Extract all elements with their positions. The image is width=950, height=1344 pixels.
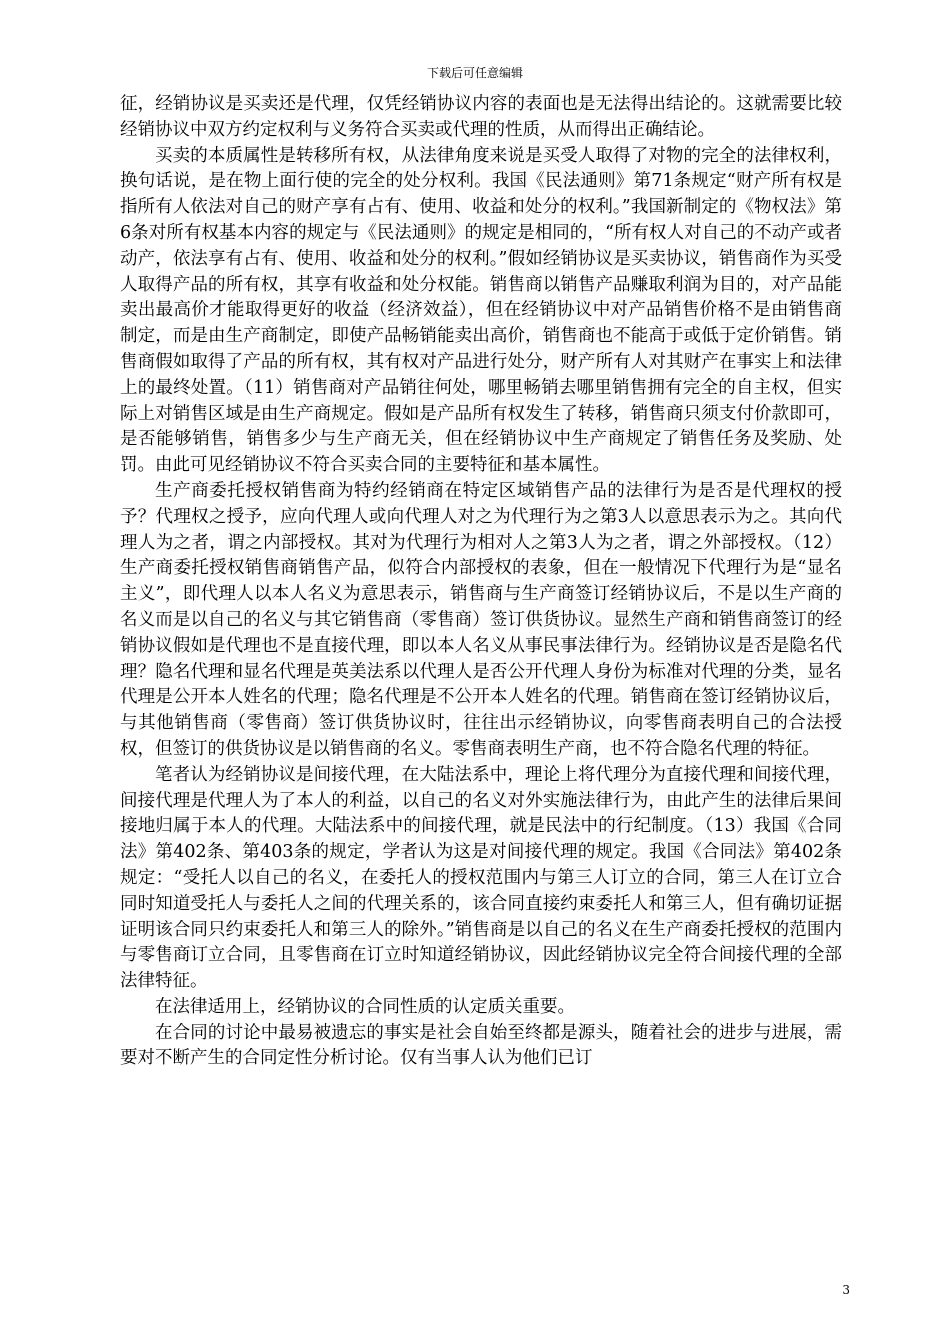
paragraph-4: 笔者认为经销协议是间接代理，在大陆法系中，理论上将代理分为直接代理和间接代理，间接代理是代理人为了本人的利益，以自己的名义对外实施法律行为，由此产生的法律后果间接地归属于本人的代理。大陆法系中的间接代理，就是民法中的行纪制度。（13）我国《合同法》第402条、第403条的规定，学者认为这是对间接代理的规定。我国《合同法》第402条规定：“受托人以自己的名义，在委托人的授权范围内与第三人订立的合同，第三人在订立合同时知道受托人与委托人之间的代理关系的，该合同直接约束委托人和第三人，但有确切证据证明该合同只约束委托人和第三人的除外。”销售商是以自己的名义在生产商委托授权的范围内与零售商订立合同，且零售商在订立时知道经销协议，因此经销协议完全符合间接代理的全部法律特征。 <box>120 764 842 992</box>
paragraph-3: 生产商委托授权销售商为特约经销商在特定区域销售产品的法律行为是否是代理权的授予？代理权之授予，应向代理人或向代理人对之为代理行为之第3人以意思表示为之。其向代理人为之者，谓之内部授权。其对为代理行为相对人之第3人为之者，谓之外部授权。（12）生产商委托授权销售商销售产品，似符合内部授权的表象，但在一般情况下代理行为是“显名主义”，即代理人以本人名义为意思表示，销售商与生产商签订经销协议后，不是以生产商的名义而是以自己的名义与其它销售商（零售商）签订供货协议。显然生产商和销售商签订的经销协议假如是代理也不是直接代理，即以本人名义从事民事法律行为。经销协议是否是隐名代理？隐名代理和显名代理是英美法系以代理人是否公开代理人身份为标准对代理的分类，显名代理是公开本人姓名的代理；隐名代理是不公开本人姓名的代理。销售商在签订经销协议后，与其他销售商（零售商）签订供货协议时，往往出示经销协议，向零售商表明自己的合法授权，但签订的供货协议是以销售商的名义。零售商表明生产商，也不符合隐名代理的特征。 <box>120 480 842 759</box>
paragraph-2: 买卖的本质属性是转移所有权，从法律角度来说是买受人取得了对物的完全的法律权利，换句话说，是在物上面行使的完全的处分权利。我国《民法通则》第71条规定“财产所有权是指所有人依法对自己的财产享有占有、使用、收益和处分的权利。”我国新制定的《物权法》第6条对所有权基本内容的规定与《民法通则》的规定是相同的，“所有权人对自己的不动产或者动产，依法享有占有、使用、收益和处分的权利。”假如经销协议是买卖协议，销售商作为买受人取得产品的所有权，其享有收益和处分权能。销售商以销售产品赚取利润为目的，对产品能卖出最高价才能取得更好的收益（经济效益），但在经销协议中对产品销售价格不是由销售商制定，而是由生产商制定，即使产品畅销能卖出高价，销售商也不能高于或低于定价销售。销售商假如取得了产品的所有权，其有权对产品进行处分，财产所有人对其财产在事实上和法律上的最终处置。（11）销售商对产品销往何处，哪里畅销去哪里销售拥有完全的自主权，但实际上对销售区域是由生产商规定。假如是产品所有权发生了转移，销售商只须支付价款即可，是否能够销售，销售多少与生产商无关，但在经销协议中生产商规定了销售任务及奖励、处罚。由此可见经销协议不符合买卖合同的主要特征和基本属性。 <box>120 145 842 476</box>
document-body <box>120 92 842 1072</box>
paragraph-5: 在法律适用上，经销协议的合同性质的认定质关重要。 <box>155 996 575 1017</box>
page-number: 3 <box>842 1283 850 1297</box>
page-header: 下载后可任意编辑 <box>426 66 523 80</box>
paragraph-6: 在合同的讨论中最易被遗忘的事实是社会自始至终都是源头，随着社会的进步与进展，需要对不断产生的合同定性分析讨论。仅有当事人认为他们已订 <box>120 1022 842 1069</box>
paragraph-1: 征，经销协议是买卖还是代理，仅凭经销协议内容的表面也是无法得出结论的。这就需要比较经销协议中双方约定权利与义务符合买卖或代理的性质，从而得出正确结论。 <box>120 94 842 140</box>
